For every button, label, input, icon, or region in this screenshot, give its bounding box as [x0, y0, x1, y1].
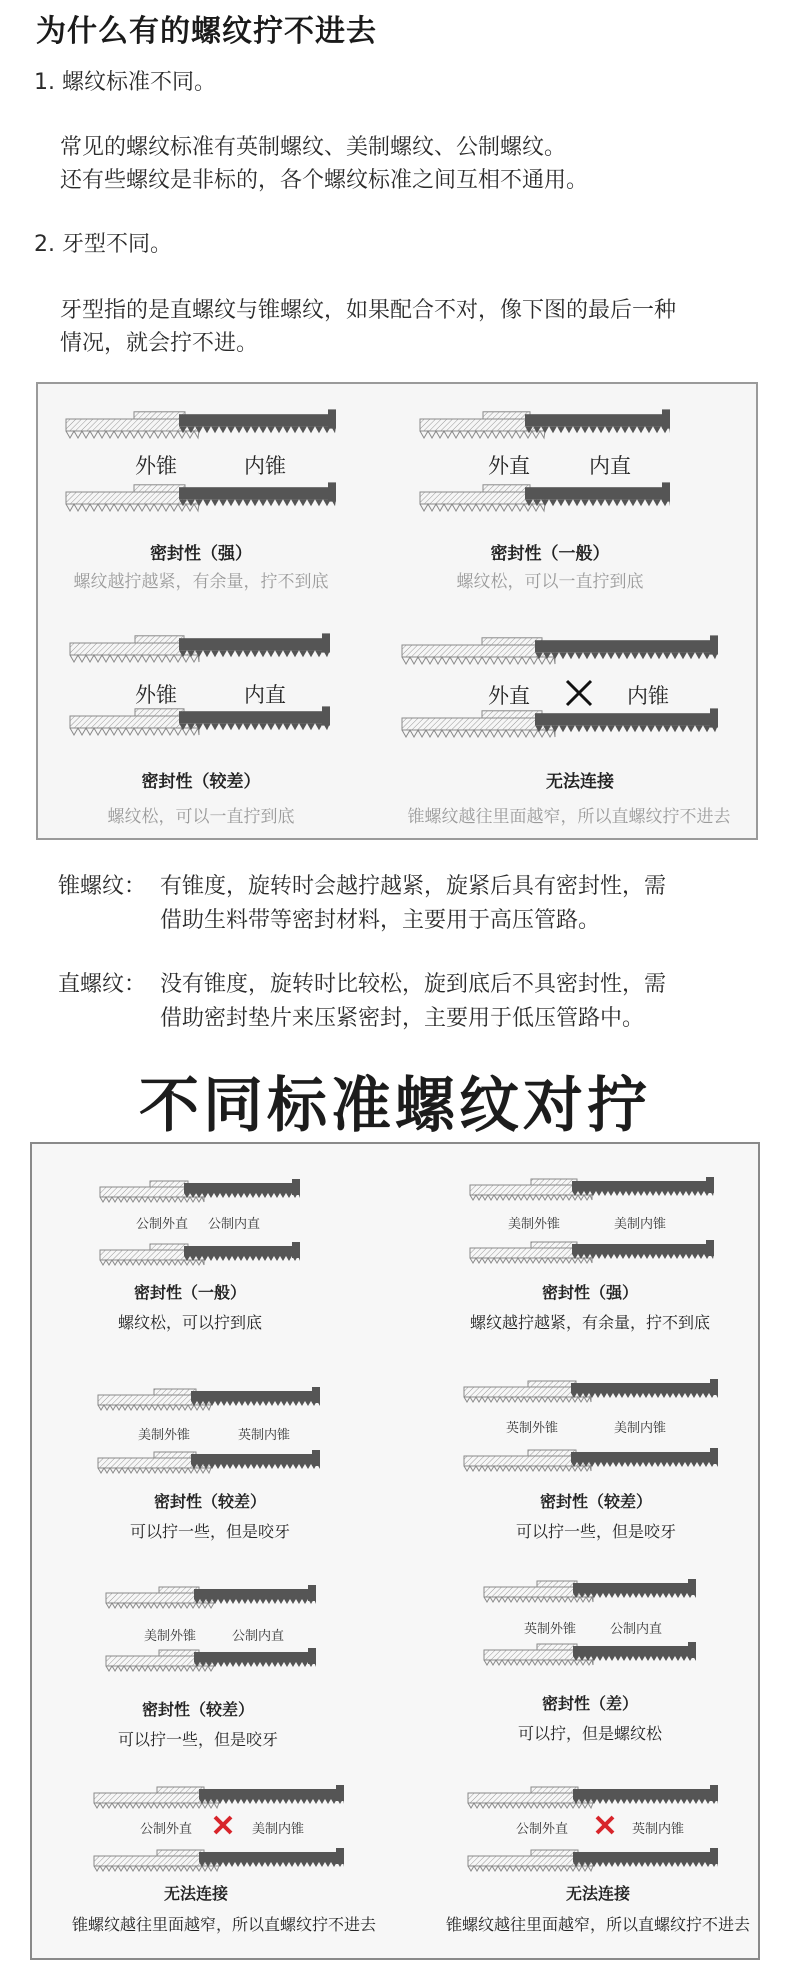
cell1-seal: 密封性（强） — [150, 544, 252, 564]
s-cell2-desc: 螺纹越拧越紧，有余量，拧不到底 — [469, 1313, 711, 1332]
cell1-desc: 螺纹越拧越紧，有余量，拧不到底 — [73, 572, 329, 592]
s-cell5-desc: 可以拧一些，但是咬牙 — [117, 1730, 279, 1749]
s-cell4-right-label: 美制内锥 — [614, 1421, 667, 1436]
s-cell6-desc: 可以拧，但是螺纹松 — [517, 1724, 663, 1743]
section2-line2: 情况，就会拧不进。 — [60, 331, 259, 356]
section1-line1: 常见的螺纹标准有英制螺纹、美制螺纹、公制螺纹。 — [60, 135, 567, 160]
cell3-left-label: 外锥 — [135, 683, 177, 707]
straight-line2: 借助密封垫片来压紧密封，主要用于低压管路中。 — [160, 1006, 645, 1031]
section2-line1: 牙型指的是直螺纹与锥螺纹，如果配合不对，像下图的最后一种 — [60, 298, 677, 323]
s-cell7-seal: 无法连接 — [163, 1884, 229, 1903]
cell2-left-label: 外直 — [488, 454, 530, 478]
thread-diagram-cell5 — [106, 1582, 316, 1677]
s-cell8-right-label: 英制内锥 — [632, 1822, 685, 1837]
thread-diagram-cell4 — [464, 1374, 718, 1479]
thread-diagram-straight-taper — [402, 632, 718, 742]
taper-line1: 有锥度，旋转时会越拧越紧，旋紧后具有密封性，需 — [160, 874, 667, 899]
s-cell2-right-label: 美制内锥 — [614, 1217, 667, 1232]
s-cell3-desc: 可以拧一些，但是咬牙 — [129, 1522, 291, 1541]
s-cell4-left-label: 英制外锥 — [506, 1421, 559, 1436]
straight-line1: 没有锥度，旋转时比较松，旋到底后不具密封性，需 — [160, 972, 667, 997]
s-cell5-right-label: 公制内直 — [232, 1629, 285, 1644]
s-cell2-seal: 密封性（强） — [541, 1283, 639, 1302]
cell3-seal: 密封性（较差） — [141, 772, 261, 792]
thread-diagram-cell1 — [100, 1176, 300, 1271]
s-cell1-desc: 螺纹松，可以拧到底 — [117, 1313, 263, 1332]
s-cell6-seal: 密封性（差） — [541, 1694, 639, 1713]
section3-title: 不同标准螺纹对拧 — [139, 1071, 651, 1141]
s-cell4-seal: 密封性（较差） — [539, 1492, 653, 1511]
s-cell4-desc: 可以拧一些，但是咬牙 — [515, 1522, 677, 1541]
section2-heading: 2. 牙型不同。 — [34, 232, 172, 257]
section1-heading: 1. 螺纹标准不同。 — [34, 70, 216, 95]
cell2-right-label: 内直 — [589, 454, 631, 478]
thread-diagram-cell2 — [470, 1174, 714, 1269]
s-cell8-desc: 锥螺纹越往里面越窄，所以直螺纹拧不进去 — [445, 1915, 751, 1934]
cell4-right-label: 内锥 — [627, 684, 669, 708]
page-title: 为什么有的螺纹拧不进去 — [36, 14, 377, 49]
cannot-connect-cross-icon — [564, 678, 594, 708]
s-cell8-left-label: 公制外直 — [516, 1822, 569, 1837]
straight-term: 直螺纹： — [58, 972, 147, 997]
section1-line2: 还有些螺纹是非标的，各个螺纹标准之间互相不通用。 — [60, 168, 589, 193]
taper-term: 锥螺纹： — [58, 874, 147, 899]
cell2-seal: 密封性（一般） — [490, 544, 610, 564]
taper-line2: 借助生料带等密封材料，主要用于高压管路。 — [160, 908, 601, 933]
s-cell7-left-label: 公制外直 — [140, 1822, 193, 1837]
cell4-seal: 无法连接 — [546, 772, 614, 792]
cell4-left-label: 外直 — [488, 684, 530, 708]
cell1-left-label: 外锥 — [135, 454, 177, 478]
s-cell6-right-label: 公制内直 — [610, 1622, 663, 1637]
thread-diagram-taper-taper — [66, 406, 336, 516]
cell2-desc: 螺纹松，可以一直拧到底 — [456, 572, 644, 592]
s-cell1-right-label: 公制内直 — [208, 1217, 261, 1232]
cell3-right-label: 内直 — [244, 683, 286, 707]
s-cell2-left-label: 美制外锥 — [508, 1217, 561, 1232]
s-cell3-seal: 密封性（较差） — [153, 1492, 267, 1511]
cell1-right-label: 内锥 — [244, 454, 286, 478]
s-cell5-left-label: 美制外锥 — [144, 1629, 197, 1644]
s-cell3-right-label: 英制内锥 — [238, 1428, 291, 1443]
cell4-desc: 锥螺纹越往里面越窄，所以直螺纹拧不进去 — [407, 807, 731, 827]
s-cell1-left-label: 公制外直 — [136, 1217, 189, 1232]
cannot-connect-red-cross-icon — [594, 1814, 616, 1836]
s-cell7-desc: 锥螺纹越往里面越窄，所以直螺纹拧不进去 — [71, 1915, 377, 1934]
thread-diagram-straight-straight — [420, 406, 670, 516]
s-cell5-seal: 密封性（较差） — [141, 1700, 255, 1719]
s-cell6-left-label: 英制外锥 — [524, 1622, 577, 1637]
s-cell8-seal: 无法连接 — [565, 1884, 631, 1903]
s-cell3-left-label: 美制外锥 — [138, 1428, 191, 1443]
thread-diagram-cell6 — [484, 1576, 696, 1671]
cell3-desc: 螺纹松，可以一直拧到底 — [107, 807, 295, 827]
thread-diagram-taper-straight — [70, 630, 330, 740]
s-cell1-seal: 密封性（一般） — [133, 1283, 247, 1302]
cannot-connect-red-cross-icon — [212, 1814, 234, 1836]
s-cell7-right-label: 美制内锥 — [252, 1822, 305, 1837]
